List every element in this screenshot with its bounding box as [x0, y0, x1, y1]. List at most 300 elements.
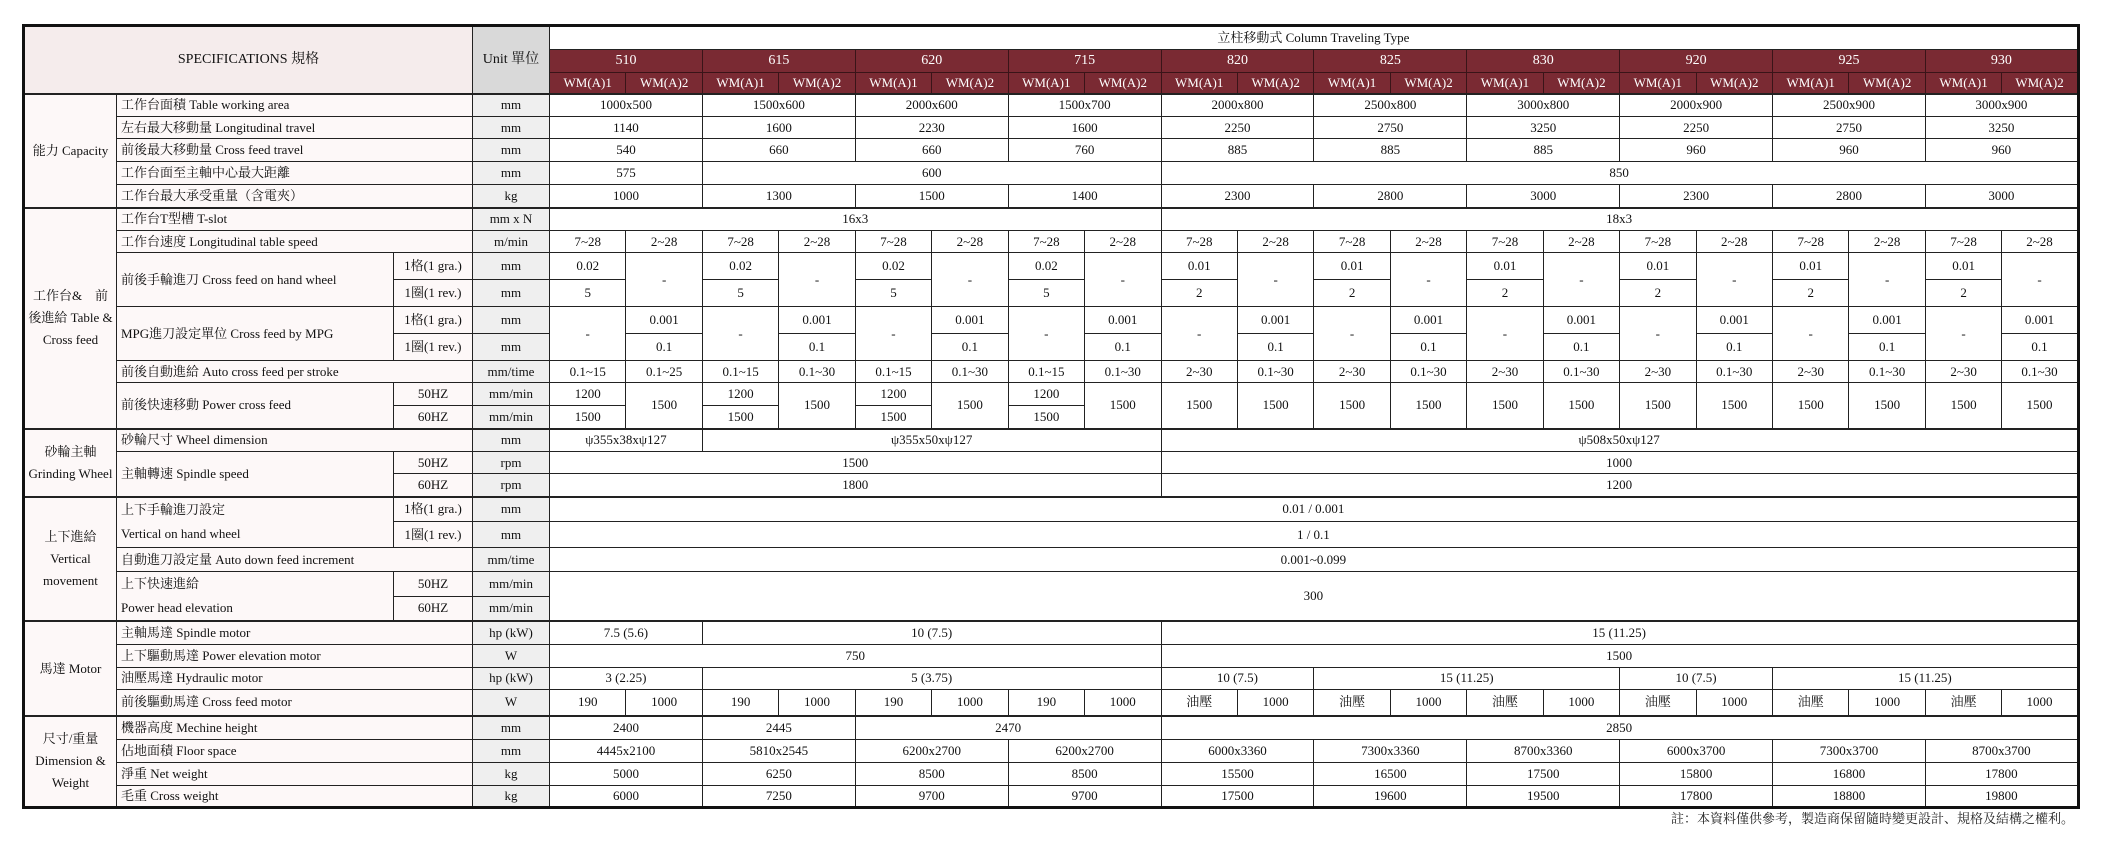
- value-cell: 6200x2700: [1008, 739, 1161, 762]
- value-cell: 0.001: [1849, 307, 1925, 334]
- value-cell: 2~30: [1161, 361, 1237, 383]
- value-cell: 1600: [1008, 117, 1161, 139]
- value-cell: 8700x3360: [1467, 739, 1620, 762]
- value-cell: 1000: [1390, 689, 1466, 716]
- model-header: 925: [1773, 50, 1926, 73]
- unit-cell: mm/time: [473, 548, 550, 572]
- value-cell: 0.001: [1696, 307, 1772, 334]
- value-cell: 15800: [1620, 762, 1773, 785]
- value-cell: 2750: [1314, 117, 1467, 139]
- unit-cell: W: [473, 644, 550, 667]
- value-cell: 750: [550, 644, 1162, 667]
- unit-cell: mm: [473, 307, 550, 334]
- unit-cell: mm: [473, 334, 550, 361]
- value-cell: -: [1620, 307, 1696, 361]
- row-label-zh: 上下手輪進刀設定: [121, 502, 226, 518]
- value-cell: 5810x2545: [702, 739, 855, 762]
- value-cell: 0.1: [1390, 334, 1466, 361]
- value-cell: 4445x2100: [550, 739, 703, 762]
- row-label: 工作台最大承受重量（含電夾）: [117, 185, 473, 208]
- value-cell: ψ355x38xψ127: [550, 429, 703, 452]
- value-cell: 0.1~15: [702, 361, 778, 383]
- spec-row: [24, 621, 2079, 644]
- value-cell: 8700x3700: [1925, 739, 2078, 762]
- value-cell: -: [1773, 307, 1849, 361]
- value-cell: 1000: [932, 689, 1008, 716]
- value-cell: 7250: [702, 785, 855, 807]
- value-cell: 0.01: [1161, 253, 1237, 280]
- value-cell: 2300: [1161, 185, 1314, 208]
- value-cell: 0.001: [779, 307, 855, 334]
- unit-cell: mm/min: [473, 383, 550, 406]
- value-cell: 0.1~30: [1085, 361, 1161, 383]
- value-cell: 1200: [1008, 383, 1084, 406]
- unit-cell: kg: [473, 762, 550, 785]
- value-cell: 5: [550, 280, 626, 307]
- value-cell: -: [550, 307, 626, 361]
- value-cell: 1500: [1161, 644, 2078, 667]
- value-cell: 1000: [2002, 689, 2078, 716]
- value-cell: 6000: [550, 785, 703, 807]
- model-header: 830: [1467, 50, 1620, 73]
- value-cell: -: [1849, 253, 1925, 307]
- value-cell: 2~28: [932, 231, 1008, 253]
- category-cell: 上下進給 Vertical movement: [24, 497, 117, 622]
- value-cell: 0.001: [1543, 307, 1619, 334]
- value-cell: 1500: [1237, 383, 1313, 429]
- spec-row: [24, 497, 2079, 522]
- value-cell: 0.1: [1696, 334, 1772, 361]
- value-cell: 2000x600: [855, 94, 1008, 117]
- category-cell: 尺寸/重量 Dimension & Weight: [24, 716, 117, 807]
- value-cell: 2~28: [1696, 231, 1772, 253]
- value-cell: 2445: [702, 716, 855, 739]
- value-cell: -: [1390, 253, 1466, 307]
- row-label: [117, 497, 394, 548]
- value-cell: 0.001~0.099: [550, 548, 2079, 572]
- category-cell: 工作台& 前後進給 Table & Cross feed: [24, 208, 117, 429]
- value-cell: 17800: [1620, 785, 1773, 807]
- value-cell: 1000: [626, 689, 702, 716]
- value-cell: 540: [550, 139, 703, 162]
- specifications-table: [22, 24, 2080, 809]
- row-label: 主軸轉速 Spindle speed: [117, 452, 394, 497]
- value-cell: -: [626, 253, 702, 307]
- model-header: 510: [550, 50, 703, 73]
- value-cell: 2300: [1620, 185, 1773, 208]
- value-cell: 1200: [1161, 474, 2078, 497]
- spec-row: [24, 253, 2079, 280]
- value-cell: 17800: [1925, 762, 2078, 785]
- value-cell: 0.1~30: [1390, 361, 1466, 383]
- value-cell: 190: [702, 689, 778, 716]
- value-cell: 2: [1773, 280, 1849, 307]
- value-cell: 1200: [550, 383, 626, 406]
- value-cell: 1000: [1849, 689, 1925, 716]
- value-cell: 1500: [550, 452, 1162, 474]
- value-cell: 1500: [1085, 383, 1161, 429]
- value-cell: 960: [1620, 139, 1773, 162]
- variant-header: WM(A)1: [1008, 73, 1084, 94]
- value-cell: 600: [702, 162, 1161, 185]
- value-cell: 0.02: [1008, 253, 1084, 280]
- value-cell: 油壓: [1773, 689, 1849, 716]
- spec-row: [24, 307, 2079, 334]
- value-cell: 7~28: [1008, 231, 1084, 253]
- unit-cell: mm: [473, 280, 550, 307]
- value-cell: 960: [1773, 139, 1926, 162]
- spec-row: [24, 762, 2079, 785]
- unit-cell: hp (kW): [473, 667, 550, 689]
- value-cell: -: [855, 307, 931, 361]
- spec-row: [24, 644, 2079, 667]
- value-cell: 9700: [855, 785, 1008, 807]
- value-cell: 885: [1314, 139, 1467, 162]
- value-cell: 2~28: [1849, 231, 1925, 253]
- value-cell: -: [779, 253, 855, 307]
- value-cell: 0.02: [702, 253, 778, 280]
- value-cell: 6250: [702, 762, 855, 785]
- spec-row: [24, 231, 2079, 253]
- value-cell: 1500: [1543, 383, 1619, 429]
- value-cell: 1000: [779, 689, 855, 716]
- unit-cell: mm: [473, 117, 550, 139]
- value-cell: 6000x3700: [1620, 739, 1773, 762]
- value-cell: 3000x900: [1925, 94, 2078, 117]
- value-cell: -: [1161, 307, 1237, 361]
- value-cell: 17500: [1161, 785, 1314, 807]
- row-sublabel: 50HZ: [394, 572, 473, 597]
- value-cell: -: [1237, 253, 1313, 307]
- row-sublabel: 1格(1 gra.): [394, 307, 473, 334]
- value-cell: 5 (3.75): [702, 667, 1161, 689]
- spec-row: [24, 429, 2079, 452]
- value-cell: 1000: [1237, 689, 1313, 716]
- variant-header: WM(A)1: [550, 73, 626, 94]
- category-cell: 馬達 Motor: [24, 621, 117, 716]
- value-cell: 1140: [550, 117, 703, 139]
- value-cell: 190: [1008, 689, 1084, 716]
- row-label: 機器高度 Mechine height: [117, 716, 473, 739]
- value-cell: -: [1543, 253, 1619, 307]
- value-cell: 1500: [1161, 383, 1237, 429]
- unit-cell: mm/min: [473, 596, 550, 621]
- value-cell: 17500: [1467, 762, 1620, 785]
- value-cell: 2~28: [626, 231, 702, 253]
- value-cell: 0.1~30: [1237, 361, 1313, 383]
- row-label: [117, 572, 394, 622]
- value-cell: 1500: [1467, 383, 1543, 429]
- value-cell: 2~28: [1390, 231, 1466, 253]
- value-cell: 7~28: [1467, 231, 1543, 253]
- model-header: 920: [1620, 50, 1773, 73]
- row-label-en: Vertical on hand wheel: [121, 526, 241, 542]
- value-cell: 8500: [855, 762, 1008, 785]
- row-label: 佔地面積 Floor space: [117, 739, 473, 762]
- row-label: 油壓馬達 Hydraulic motor: [117, 667, 473, 689]
- variant-header: WM(A)2: [1085, 73, 1161, 94]
- value-cell: ψ355x50xψ127: [702, 429, 1161, 452]
- row-label: 前後手輪進刀 Cross feed on hand wheel: [117, 253, 394, 307]
- unit-cell: mm: [473, 139, 550, 162]
- unit-cell: rpm: [473, 474, 550, 497]
- value-cell: 7.5 (5.6): [550, 621, 703, 644]
- variant-header: WM(A)1: [1161, 73, 1237, 94]
- value-cell: 0.01: [1467, 253, 1543, 280]
- value-cell: 190: [855, 689, 931, 716]
- spec-row: [24, 361, 2079, 383]
- row-label: 砂輪尺寸 Wheel dimension: [117, 429, 473, 452]
- variant-header: WM(A)2: [1696, 73, 1772, 94]
- value-cell: 0.1~15: [1008, 361, 1084, 383]
- row-sublabel: 60HZ: [394, 596, 473, 621]
- value-cell: 190: [550, 689, 626, 716]
- value-cell: 2~28: [1237, 231, 1313, 253]
- spec-row: [24, 185, 2079, 208]
- value-cell: 0.01: [1620, 253, 1696, 280]
- value-cell: 油壓: [1467, 689, 1543, 716]
- spec-row: [24, 208, 2079, 231]
- row-label: MPG進刀設定單位 Cross feed by MPG: [117, 307, 394, 361]
- unit-cell: mm: [473, 429, 550, 452]
- value-cell: 1300: [702, 185, 855, 208]
- row-label-en: Power head elevation: [121, 600, 233, 615]
- value-cell: 2750: [1773, 117, 1926, 139]
- value-cell: 1500: [779, 383, 855, 429]
- row-label: 左右最大移動量 Longitudinal travel: [117, 117, 473, 139]
- value-cell: 1000: [1161, 452, 2078, 474]
- row-sublabel: 50HZ: [394, 383, 473, 406]
- value-cell: 575: [550, 162, 703, 185]
- spec-header: SPECIFICATIONS 規格: [24, 26, 473, 94]
- value-cell: 2: [1467, 280, 1543, 307]
- value-cell: -: [1314, 307, 1390, 361]
- spec-row: [24, 689, 2079, 716]
- spec-row: [24, 716, 2079, 739]
- value-cell: 7~28: [702, 231, 778, 253]
- value-cell: 7~28: [1620, 231, 1696, 253]
- value-cell: 1600: [702, 117, 855, 139]
- row-sublabel: 1格(1 gra.): [394, 497, 473, 522]
- spec-row: [24, 667, 2079, 689]
- variant-header: WM(A)2: [1237, 73, 1313, 94]
- value-cell: 15 (11.25): [1314, 667, 1620, 689]
- variant-header: WM(A)1: [1773, 73, 1849, 94]
- value-cell: 10 (7.5): [1161, 667, 1314, 689]
- variant-header: WM(A)1: [702, 73, 778, 94]
- value-cell: 7~28: [1314, 231, 1390, 253]
- unit-cell: mm: [473, 94, 550, 117]
- unit-cell: mm: [473, 716, 550, 739]
- value-cell: 1500x600: [702, 94, 855, 117]
- value-cell: 300: [550, 572, 2079, 622]
- value-cell: 1200: [855, 383, 931, 406]
- variant-header: WM(A)1: [1620, 73, 1696, 94]
- value-cell: 2~28: [1543, 231, 1619, 253]
- variant-header: WM(A)1: [1467, 73, 1543, 94]
- value-cell: 7300x3700: [1773, 739, 1926, 762]
- value-cell: 0.1: [1237, 334, 1313, 361]
- value-cell: 油壓: [1925, 689, 2001, 716]
- value-cell: 2: [1161, 280, 1237, 307]
- value-cell: 1500: [932, 383, 1008, 429]
- value-cell: 1500: [1773, 383, 1849, 429]
- row-label: 工作台面積 Table working area: [117, 94, 473, 117]
- value-cell: 0.1~30: [1543, 361, 1619, 383]
- value-cell: 2: [1314, 280, 1390, 307]
- model-header: 620: [855, 50, 1008, 73]
- value-cell: 16800: [1773, 762, 1926, 785]
- unit-cell: hp (kW): [473, 621, 550, 644]
- value-cell: ψ508x50xψ127: [1161, 429, 2078, 452]
- variant-header: WM(A)2: [1849, 73, 1925, 94]
- value-cell: 1200: [702, 383, 778, 406]
- value-cell: 7~28: [1161, 231, 1237, 253]
- value-cell: 19800: [1925, 785, 2078, 807]
- value-cell: 0.1~30: [2002, 361, 2078, 383]
- spec-row: [24, 162, 2079, 185]
- value-cell: 1800: [550, 474, 1162, 497]
- value-cell: 7~28: [1925, 231, 2001, 253]
- value-cell: 0.1~15: [550, 361, 626, 383]
- value-cell: 油壓: [1161, 689, 1237, 716]
- value-cell: 1500: [1925, 383, 2001, 429]
- value-cell: 1000: [550, 185, 703, 208]
- value-cell: 2: [1620, 280, 1696, 307]
- value-cell: 0.001: [1390, 307, 1466, 334]
- value-cell: 0.1~30: [932, 361, 1008, 383]
- value-cell: 0.001: [626, 307, 702, 334]
- value-cell: 2250: [1161, 117, 1314, 139]
- value-cell: 油壓: [1314, 689, 1390, 716]
- value-cell: 15500: [1161, 762, 1314, 785]
- value-cell: 1400: [1008, 185, 1161, 208]
- value-cell: 15 (11.25): [1161, 621, 2078, 644]
- value-cell: -: [702, 307, 778, 361]
- value-cell: 6000x3360: [1161, 739, 1314, 762]
- value-cell: -: [1696, 253, 1772, 307]
- value-cell: 7300x3360: [1314, 739, 1467, 762]
- value-cell: 0.02: [855, 253, 931, 280]
- value-cell: 3000: [1925, 185, 2078, 208]
- value-cell: 2400: [550, 716, 703, 739]
- spec-row: [24, 383, 2079, 406]
- value-cell: 5: [1008, 280, 1084, 307]
- value-cell: 2~28: [1085, 231, 1161, 253]
- value-cell: 660: [702, 139, 855, 162]
- value-cell: 18800: [1773, 785, 1926, 807]
- value-cell: 5: [855, 280, 931, 307]
- row-sublabel: 1圈(1 rev.): [394, 280, 473, 307]
- value-cell: 2850: [1161, 716, 2078, 739]
- value-cell: -: [1925, 307, 2001, 361]
- spec-row: [24, 94, 2079, 117]
- unit-cell: mm: [473, 162, 550, 185]
- value-cell: 885: [1161, 139, 1314, 162]
- row-sublabel: 60HZ: [394, 406, 473, 429]
- value-cell: 2~30: [1467, 361, 1543, 383]
- value-cell: 0.1: [932, 334, 1008, 361]
- value-cell: 2500x900: [1773, 94, 1926, 117]
- value-cell: 0.1~25: [626, 361, 702, 383]
- row-label: 前後最大移動量 Cross feed travel: [117, 139, 473, 162]
- value-cell: 3250: [1467, 117, 1620, 139]
- variant-header: WM(A)1: [1314, 73, 1390, 94]
- value-cell: 7~28: [550, 231, 626, 253]
- value-cell: 0.01: [1314, 253, 1390, 280]
- value-cell: -: [1008, 307, 1084, 361]
- value-cell: 0.1~30: [1696, 361, 1772, 383]
- value-cell: 0.02: [550, 253, 626, 280]
- spec-row: [24, 117, 2079, 139]
- unit-cell: rpm: [473, 452, 550, 474]
- row-label: 工作台T型槽 T-slot: [117, 208, 473, 231]
- value-cell: -: [1085, 253, 1161, 307]
- value-cell: 10 (7.5): [702, 621, 1161, 644]
- value-cell: 2~30: [1620, 361, 1696, 383]
- variant-header: WM(A)2: [1390, 73, 1466, 94]
- value-cell: 16x3: [550, 208, 1162, 231]
- value-cell: 0.1: [1543, 334, 1619, 361]
- unit-cell: mm: [473, 522, 550, 548]
- value-cell: 1500: [702, 406, 778, 429]
- row-label: 前後快速移動 Power cross feed: [117, 383, 394, 429]
- value-cell: 1500: [1008, 406, 1084, 429]
- model-header: 825: [1314, 50, 1467, 73]
- value-cell: 850: [1161, 162, 2078, 185]
- value-cell: 1000: [1696, 689, 1772, 716]
- unit-header: Unit 單位: [473, 26, 550, 94]
- value-cell: 0.1: [1849, 334, 1925, 361]
- value-cell: 2000x900: [1620, 94, 1773, 117]
- row-label: 淨重 Net weight: [117, 762, 473, 785]
- value-cell: 2~30: [1773, 361, 1849, 383]
- row-label: 毛重 Cross weight: [117, 785, 473, 807]
- variant-header: WM(A)2: [1543, 73, 1619, 94]
- model-header: 820: [1161, 50, 1314, 73]
- value-cell: 2000x800: [1161, 94, 1314, 117]
- spec-row: [24, 785, 2079, 807]
- value-cell: 1500: [855, 406, 931, 429]
- value-cell: 15 (11.25): [1773, 667, 2079, 689]
- unit-cell: mm/time: [473, 361, 550, 383]
- variant-header: WM(A)2: [626, 73, 702, 94]
- value-cell: 0.1~30: [1849, 361, 1925, 383]
- value-cell: 0.1~30: [779, 361, 855, 383]
- value-cell: 0.001: [1237, 307, 1313, 334]
- value-cell: -: [932, 253, 1008, 307]
- value-cell: 0.01: [1773, 253, 1849, 280]
- value-cell: 1500: [1696, 383, 1772, 429]
- row-label: 主軸馬達 Spindle motor: [117, 621, 473, 644]
- row-label: 上下驅動馬達 Power elevation motor: [117, 644, 473, 667]
- value-cell: 0.1: [779, 334, 855, 361]
- value-cell: 1500x700: [1008, 94, 1161, 117]
- value-cell: 2500x800: [1314, 94, 1467, 117]
- model-header: 930: [1925, 50, 2078, 73]
- value-cell: 660: [855, 139, 1008, 162]
- category-cell: 能力 Capacity: [24, 94, 117, 208]
- value-cell: 3000x800: [1467, 94, 1620, 117]
- value-cell: 2~28: [2002, 231, 2078, 253]
- value-cell: 0.001: [1085, 307, 1161, 334]
- value-cell: 2800: [1314, 185, 1467, 208]
- row-label: 前後自動進給 Auto cross feed per stroke: [117, 361, 473, 383]
- value-cell: 760: [1008, 139, 1161, 162]
- value-cell: 1500: [855, 185, 1008, 208]
- value-cell: 1000x500: [550, 94, 703, 117]
- value-cell: 1500: [1849, 383, 1925, 429]
